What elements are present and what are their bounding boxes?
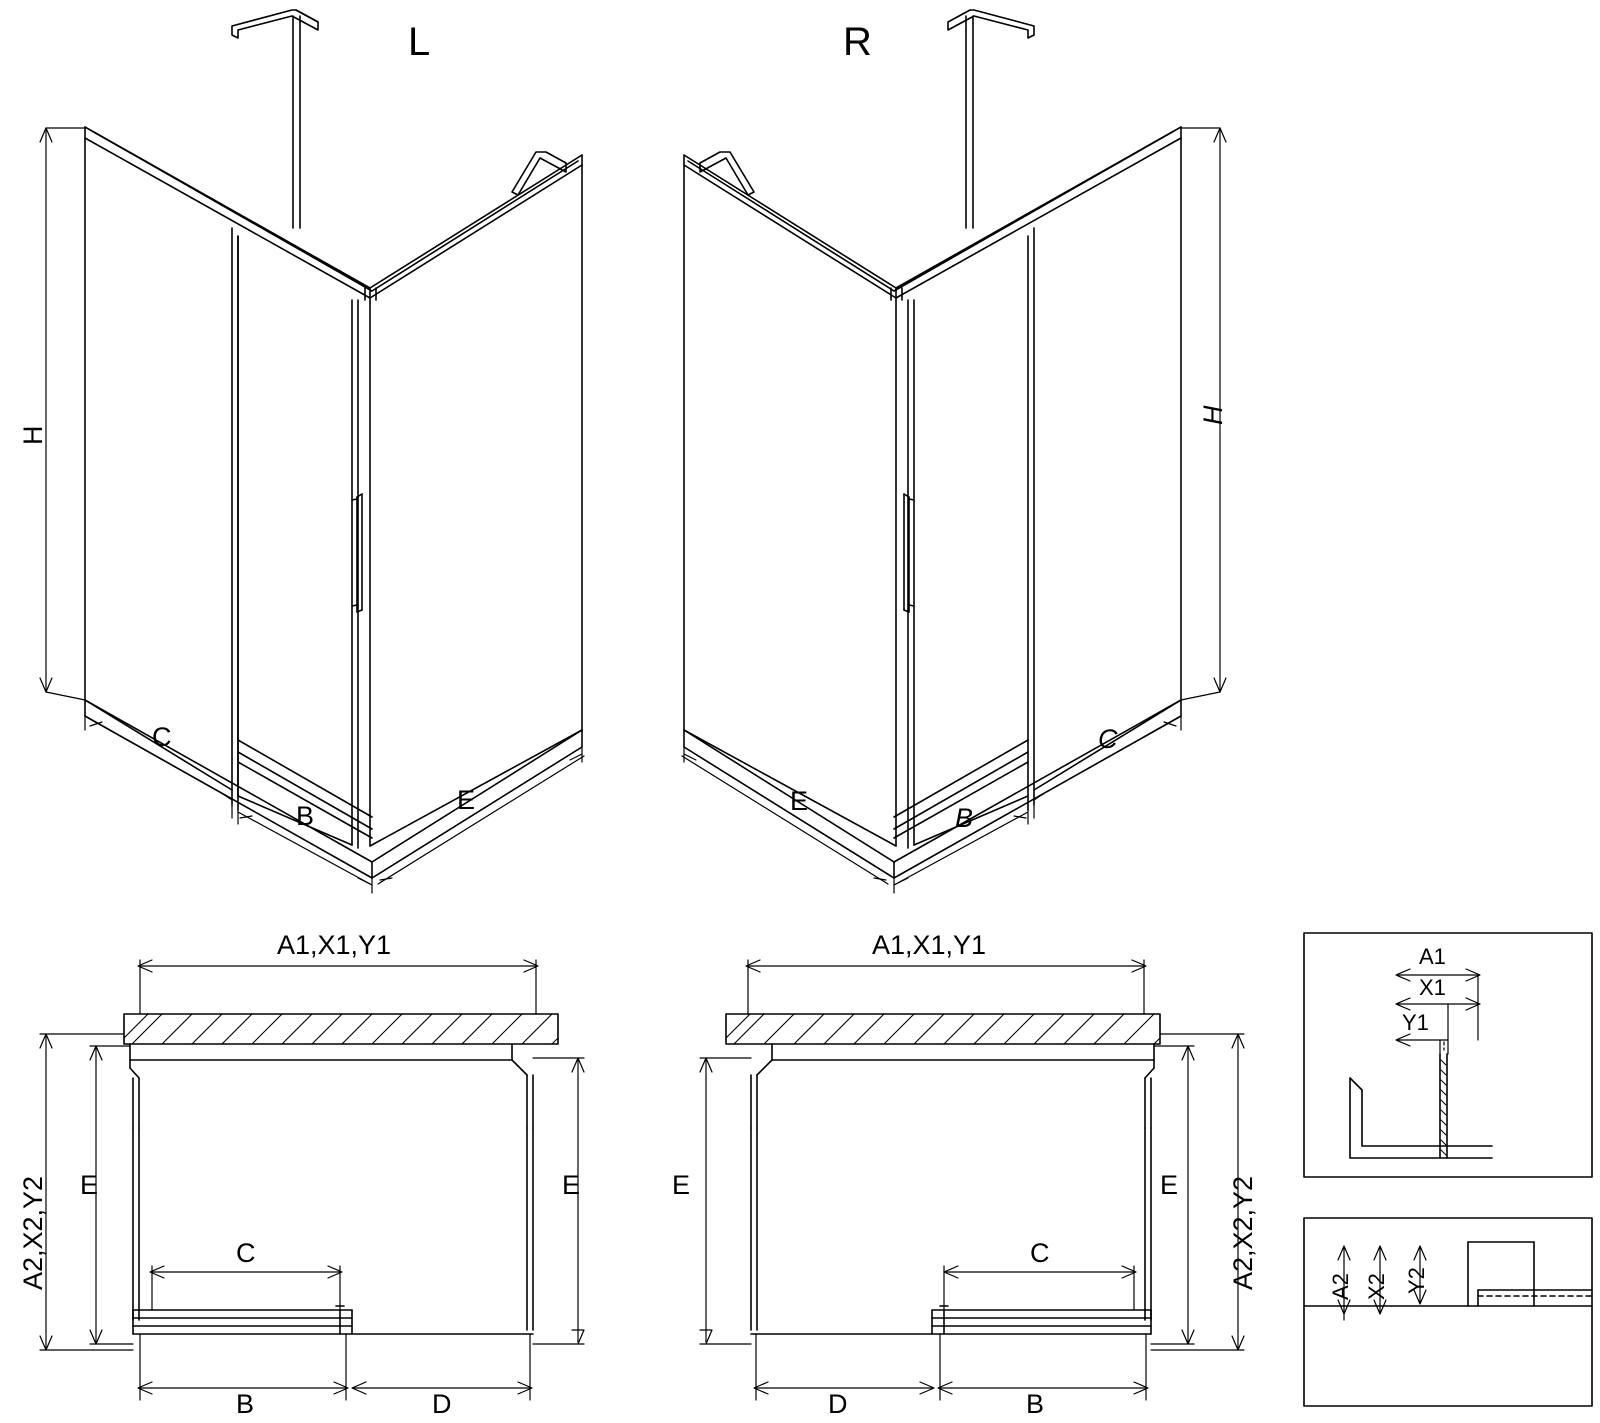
detail-top [1304, 933, 1592, 1177]
plan-right-outer-dim-label: A2,X2,Y2 [1228, 1175, 1258, 1290]
plan-left-E-right-label: E [562, 1170, 581, 1200]
plan-left-top-dim-label: A1,X1,Y1 [277, 930, 392, 960]
dim-label-H-left: H [18, 425, 48, 445]
dim-label-H-right: H [1198, 405, 1228, 425]
plan-right-E-right-label: E [1160, 1170, 1179, 1200]
dim-label-B-left: B [296, 801, 315, 831]
plan-right-C-label: C [1030, 1238, 1050, 1268]
detail-bottom-A2-label: A2 [1328, 1273, 1353, 1300]
variant-label-left: L [408, 20, 431, 64]
dim-label-C-left: C [152, 722, 172, 752]
detail-bottom-X2-label: X2 [1364, 1273, 1389, 1300]
plan-view-right [726, 1014, 1160, 1334]
dim-label-C-right: C [1098, 724, 1118, 754]
detail-top-A1-label: A1 [1419, 944, 1446, 969]
plan-right-E-left-label: E [672, 1170, 691, 1200]
detail-top-Y1-label: Y1 [1402, 1010, 1429, 1035]
dim-label-E-left: E [457, 785, 476, 815]
plan-right-B-label: B [1026, 1389, 1045, 1419]
dim-label-E-right: E [790, 786, 809, 816]
plan-view-left [124, 1014, 558, 1334]
variant-label-right: R [843, 20, 872, 64]
plan-right-top-dim-label: A1,X1,Y1 [872, 930, 987, 960]
dim-label-B-right: B [955, 803, 974, 833]
plan-left-B-label: B [236, 1389, 255, 1419]
dim-H-left [40, 128, 85, 700]
detail-top-X1-label: X1 [1419, 975, 1446, 1000]
plan-left-D-label: D [432, 1389, 452, 1419]
detail-bottom-Y2-label: Y2 [1404, 1267, 1429, 1294]
detail-bottom [1304, 1218, 1592, 1406]
plan-left-outer-dim-label: A2,X2,Y2 [18, 1175, 48, 1290]
plan-left-C-label: C [236, 1238, 256, 1268]
plan-right-D-label: D [828, 1389, 848, 1419]
plan-left-E-left-label: E [80, 1170, 99, 1200]
